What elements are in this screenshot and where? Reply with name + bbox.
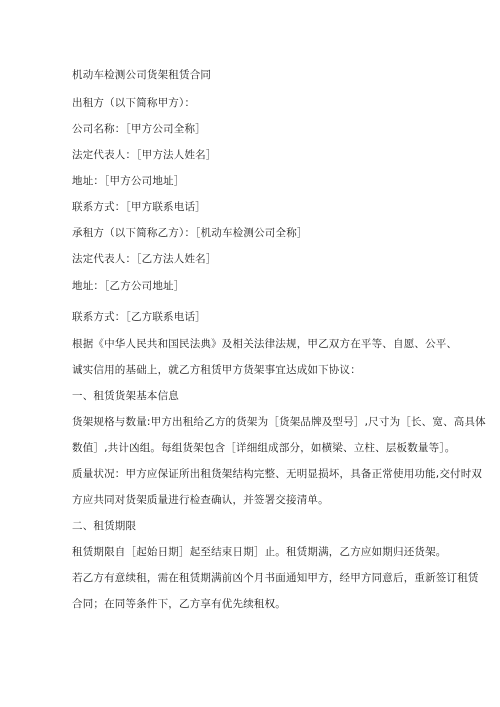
lessor-contact: 联系方式：［甲方联系电话］ <box>72 201 206 213</box>
lessee-legal-rep: 法定代表人：［乙方法人姓名］ <box>72 253 217 265</box>
term-line-1: 租赁期限自［起始日期］起至结束日期］止。租赁期满，乙方应如期归还货架。 <box>72 546 447 558</box>
section-2-heading: 二、租赁期限 <box>72 520 137 532</box>
lessor-heading: 出租方（以下简称甲方）： <box>72 97 196 109</box>
spec-line-2: 数值］,共计凶组。每组货架包含［详细组成部分，如横梁、立柱、层板数量等］。 <box>72 442 456 454</box>
quality-line-2: 方应共同对货架质量进行检查确认，并签署交接清单。 <box>72 494 329 506</box>
renew-line-1: 若乙方有意续租，需在租赁期满前凶个月书面通知甲方，经甲方同意后，重新签订租赁 <box>72 572 479 584</box>
lessor-legal-rep: 法定代表人：［甲方法人姓名］ <box>72 149 217 161</box>
quality-line-1: 质量状况：甲方应保证所出租货架结构完整、无明显损坏，具备正常使用功能,交付时双 <box>72 468 483 480</box>
lessee-address: 地址：［乙方公司地址］ <box>72 280 185 292</box>
renew-line-2: 合同；在同等条件下，乙方享有优先续租权。 <box>72 598 286 610</box>
section-1-heading: 一、租赁货架基本信息 <box>72 390 179 402</box>
preamble-line-1: 根据《中华人民共和国民法典》及相关法律法规，甲乙双方在平等、自愿、公平、 <box>72 338 458 350</box>
lessee-heading: 承租方（以下简称乙方）：［机动车检测公司全称］ <box>72 227 308 239</box>
preamble-line-2: 诚实信用的基础上，就乙方租赁甲方货架事宜达成如下协议： <box>72 364 361 376</box>
lessee-contact: 联系方式：［乙方联系电话］ <box>72 311 206 323</box>
spec-line-1: 货架规格与数量:甲方出租给乙方的货架为［货架品牌及型号］,尺寸为［长、宽、高具体 <box>72 416 486 428</box>
contract-title: 机动车检测公司货架租赁合同 <box>72 69 212 81</box>
lessor-address: 地址：［甲方公司地址］ <box>72 175 185 187</box>
lessor-company: 公司名称：［甲方公司全称］ <box>72 123 206 135</box>
